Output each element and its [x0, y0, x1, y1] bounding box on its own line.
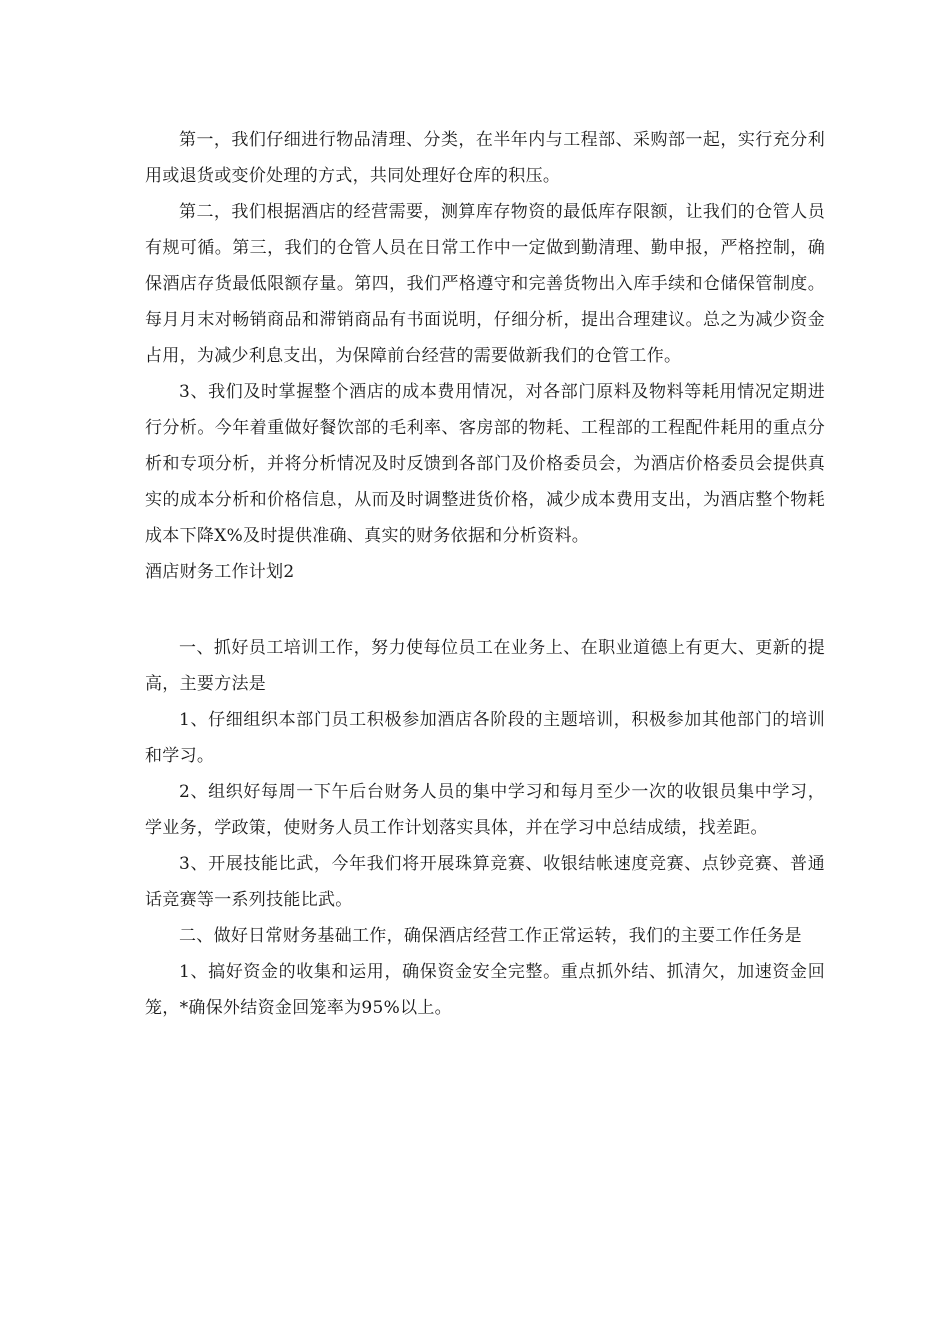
- paragraph-cost-analysis: 3、我们及时掌握整个酒店的成本费用情况，对各部门原料及物料等耗用情况定期进行分析。今年着重做好餐饮部的毛利率、客房部的物耗、工程部的工程配件耗用的重点分析和专项分析，并将分析情况及时反馈到各部门及价格委员会，为酒店价格委员会提供真实的成本分析和价格信息，从而及时调整进货价格，减少成本费用支出，为酒店整个物耗成本下降X%及时提供准确、真实的财务依据和分析资料。: [145, 382, 825, 546]
- paragraph-training: 一、抓好员工培训工作，努力使每位员工在业务上、在职业道德上有更大、更新的提高，主要方法是: [145, 638, 825, 694]
- document-page: [145, 122, 825, 1026]
- paragraph-basic-work: 二、做好日常财务基础工作，确保酒店经营工作正常运转，我们的主要工作任务是: [179, 926, 802, 946]
- paragraph-funds: 1、搞好资金的收集和运用，确保资金安全完整。重点抓外结、抓清欠，加速资金回笼，*确保外结资金回笼率为95%以上。: [145, 962, 825, 1018]
- paragraph-first: 第一，我们仔细进行物品清理、分类，在半年内与工程部、采购部一起，实行充分利用或退货或变价处理的方式，共同处理好仓库的积压。: [145, 130, 825, 186]
- paragraph-second: 第二，我们根据酒店的经营需要，测算库存物资的最低库存限额，让我们的仓管人员有规可循。第三，我们的仓管人员在日常工作中一定做到勤清理、勤申报，严格控制，确保酒店存货最低限额存量。第四，我们严格遵守和完善货物出入库手续和仓储保管制度。每月月末对畅销商品和滞销商品有书面说明，仔细分析，提出合理建议。总之为减少资金占用，为减少利息支出，为保障前台经营的需要做新我们的仓管工作。: [145, 202, 825, 366]
- paragraph-training-3: 3、开展技能比武，今年我们将开展珠算竞赛、收银结帐速度竞赛、点钞竞赛、普通话竞赛等一系列技能比武。: [145, 854, 825, 910]
- section-gap: [145, 590, 825, 630]
- paragraph-training-1: 1、仔细组织本部门员工积极参加酒店各阶段的主题培训，积极参加其他部门的培训和学习。: [145, 710, 825, 766]
- paragraph-training-2: 2、组织好每周一下午后台财务人员的集中学习和每月至少一次的收银员集中学习，学业务，学政策，使财务人员工作计划落实具体，并在学习中总结成绩，找差距。: [145, 782, 825, 838]
- section-title: 酒店财务工作计划2: [145, 562, 295, 582]
